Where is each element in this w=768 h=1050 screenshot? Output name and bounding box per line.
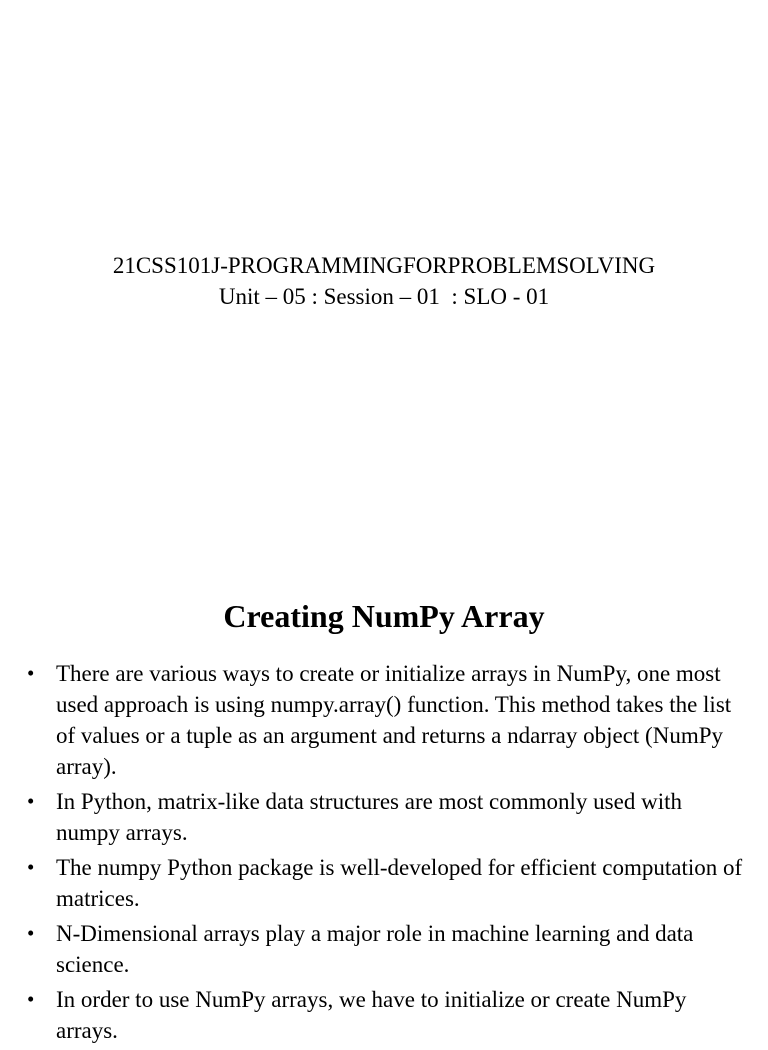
bullet-text: In Python, matrix-like data structures are most commonly used with numpy arrays. (56, 789, 682, 845)
bullet-list (0, 658, 768, 1050)
course-code-title: 21CSS101J-PROGRAMMINGFORPROBLEMSOLVING (112, 253, 656, 278)
bullet-icon: • (27, 855, 35, 879)
bullet-icon: • (27, 987, 35, 1011)
session-subtitle: Unit – 05 : Session – 01 : SLO - 01 (218, 284, 550, 309)
bullet-text: The numpy Python package is well-developed for efficient computation of matrices. (56, 855, 743, 911)
bullet-icon: • (27, 661, 35, 685)
bullet-text: In order to use NumPy arrays, we have to initialize or create NumPy arrays. (56, 987, 687, 1043)
bullet-item (0, 852, 768, 914)
bullet-icon: • (27, 921, 35, 945)
bullet-item (0, 984, 768, 1046)
bullet-text: There are various ways to create or initialize arrays in NumPy, one most used approach is using numpy.array() function. This method takes the list of values or a tuple as an argument and returns a ndarray object (NumPy array). (56, 661, 732, 779)
bullet-icon: • (27, 789, 35, 813)
slide-header (0, 250, 768, 312)
bullet-item (0, 658, 768, 782)
bullet-text: N-Dimensional arrays play a major role in machine learning and data science. (56, 921, 694, 977)
bullet-item (0, 918, 768, 980)
section-title: Creating NumPy Array (223, 598, 545, 634)
bullet-item (0, 786, 768, 848)
